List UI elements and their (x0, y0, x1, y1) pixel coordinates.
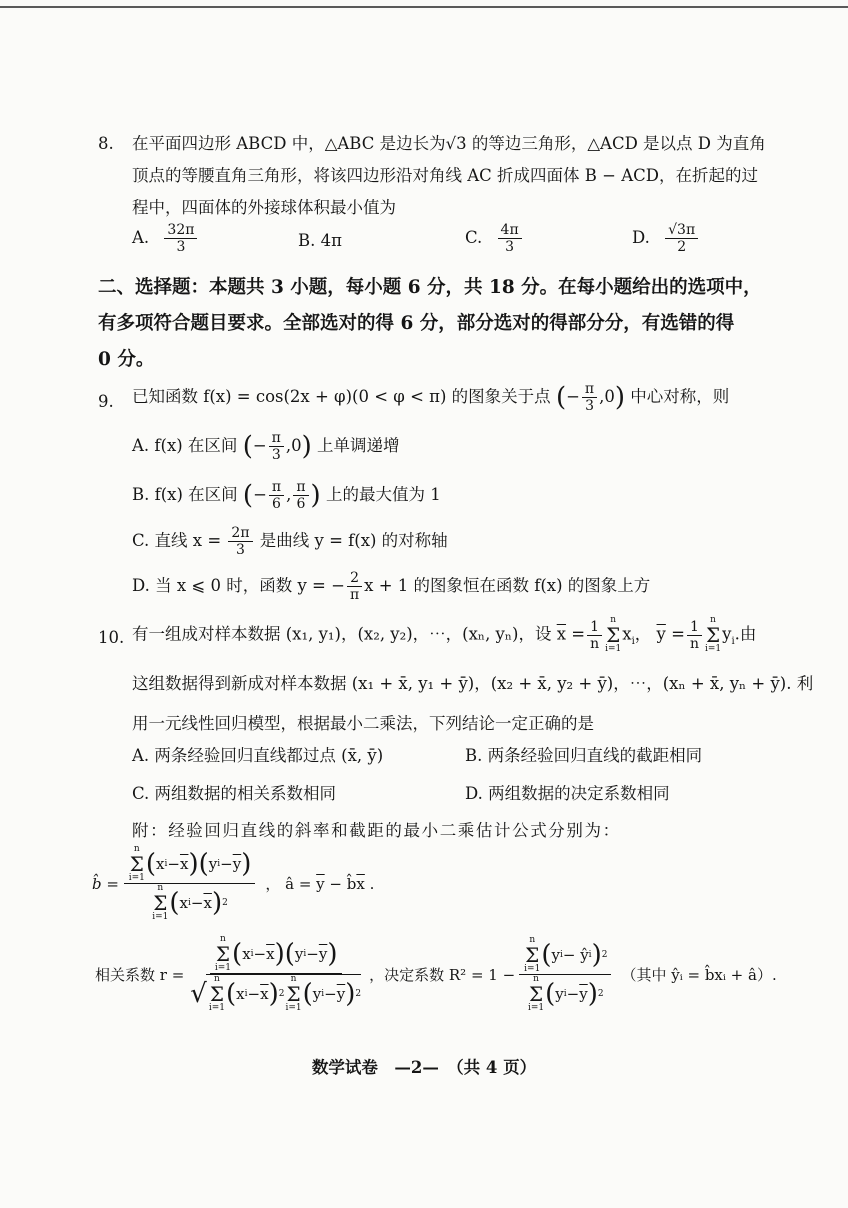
q10-line2: 这组数据得到新成对样本数据 (x₁ + x̄, y₁ + ȳ)，(x₂ + x̄, y₂ + ȳ)，⋯，(xₙ + x̄, yₙ + ȳ). 利 (132, 674, 814, 693)
q9-stem: 已知函数 f(x) = cos(2x + φ)(0 < φ < π) 的图象关于点 (− $\frac{\pi}{3}$ ,0) 中心对称，则 (132, 381, 730, 414)
page-footer: 数学试卷 —2— （共 4 页） (311, 1058, 537, 1077)
slope-formula: b̂ = n Σ i=1 ( x i − $\overline{x}$ ) ( y i − $\overline{y}$ ) n Σ i=1 ( x i − $\overline{x}$ ) 2 ， â = $\overline{y}$ − $b̂\overline{x}$ . (92, 844, 375, 922)
q9-option-c: C. 直线 x = $\frac{2\pi}{3}$ 是曲线 y = f(x) 的对称轴 (132, 525, 448, 558)
q9-stem-fraction: $\frac{\pi}{3}$ (582, 381, 597, 414)
section2-line2: 有多项符合题目要求。全部选对的得 6 分，部分选对的得部分分，有选错的得 (98, 313, 735, 334)
q9-option-b: B. f(x) 在区间 (− $\frac{\pi}{6}$ , $\frac{\pi}{6}$ ) 上的最大值为 1 (132, 479, 441, 512)
q8-option-a-fraction: $\frac{32\pi}{3}$ (164, 222, 197, 255)
page-top-border (0, 6, 848, 8)
q8-option-a: A. $\frac{32\pi}{3}$ (132, 222, 199, 255)
q8-line2: 顶点的等腰直角三角形，将该四边形沿对角线 AC 折成四面体 B − ACD，在折起的过 (132, 166, 758, 185)
q10-option-b: B. 两条经验回归直线的截距相同 (465, 746, 703, 765)
q10-appendix-note: 附：经验回归直线的斜率和截距的最小二乘估计公式分别为： (132, 821, 621, 840)
q10-option-d: D. 两组数据的决定系数相同 (465, 784, 670, 803)
q9-option-d: D. 当 x ⩽ 0 时，函数 y = − $\frac{2}{\pi}$ x + 1 的图象恒在函数 f(x) 的图象上方 (132, 570, 651, 603)
q9-number: 9. (98, 392, 114, 411)
section2-line3: 0 分。 (98, 349, 155, 370)
q9-option-a: A. f(x) 在区间 (− $\frac{\pi}{3}$ ,0) 上单调递增 (132, 430, 400, 463)
q8-option-c-fraction: $\frac{4\pi}{3}$ (498, 222, 522, 255)
q8-number: 8. (98, 134, 114, 153)
q10-line3: 用一元线性回归模型，根据最小二乘法，下列结论一定正确的是 (132, 714, 594, 733)
q8-option-c: C. $\frac{4\pi}{3}$ (465, 222, 524, 255)
q10-option-c: C. 两组数据的相关系数相同 (132, 784, 337, 803)
q10-line1: 有一组成对样本数据 (x₁, y₁)，(x₂, y₂)，⋯，(xₙ, yₙ)，设 $\overline{x}$ = $\frac{1}{n}$ n Σ i=1 $x_i$， $\overline{y}$ = $\frac{1}{n}$ n Σ i=1 $y_i$.由 (132, 615, 757, 654)
q8-line3: 程中，四面体的外接球体积最小值为 (132, 198, 396, 217)
correlation-formula: 相关系数 r = n Σ i=1 ( x i − $\overline{x}$ ) ( y i − $\overline{y}$ ) √ n Σ i=1 ( x i − $\overline{x}$ ) 2 n Σ i=1 ( y i − $\overline{y}$ ) 2 ，决定系数 R² = 1 − n Σ i=1 ( y i − ŷ i ) 2 n Σ i=1 ( y i − $\overline{y}$ ) 2 （其中 ŷᵢ = b̂xᵢ + â）. (95, 934, 777, 1013)
q8-line1: 在平面四边形 ABCD 中，△ABC 是边长为√3 的等边三角形，△ACD 是以点 D 为直角 (132, 134, 766, 153)
section2-line1: 二、选择题：本题共 3 小题，每小题 6 分，共 18 分。在每小题给出的选项中， (98, 277, 762, 298)
q8-option-d-fraction: $\frac{√3\pi}{2}$ (665, 222, 698, 255)
q8-option-d: D. $\frac{√3\pi}{2}$ (632, 222, 700, 255)
q10-number: 10. (98, 628, 125, 647)
q10-option-a: A. 两条经验回归直线都过点 (x̄, ȳ) (132, 746, 384, 765)
q8-option-b: B. 4π (298, 231, 342, 250)
